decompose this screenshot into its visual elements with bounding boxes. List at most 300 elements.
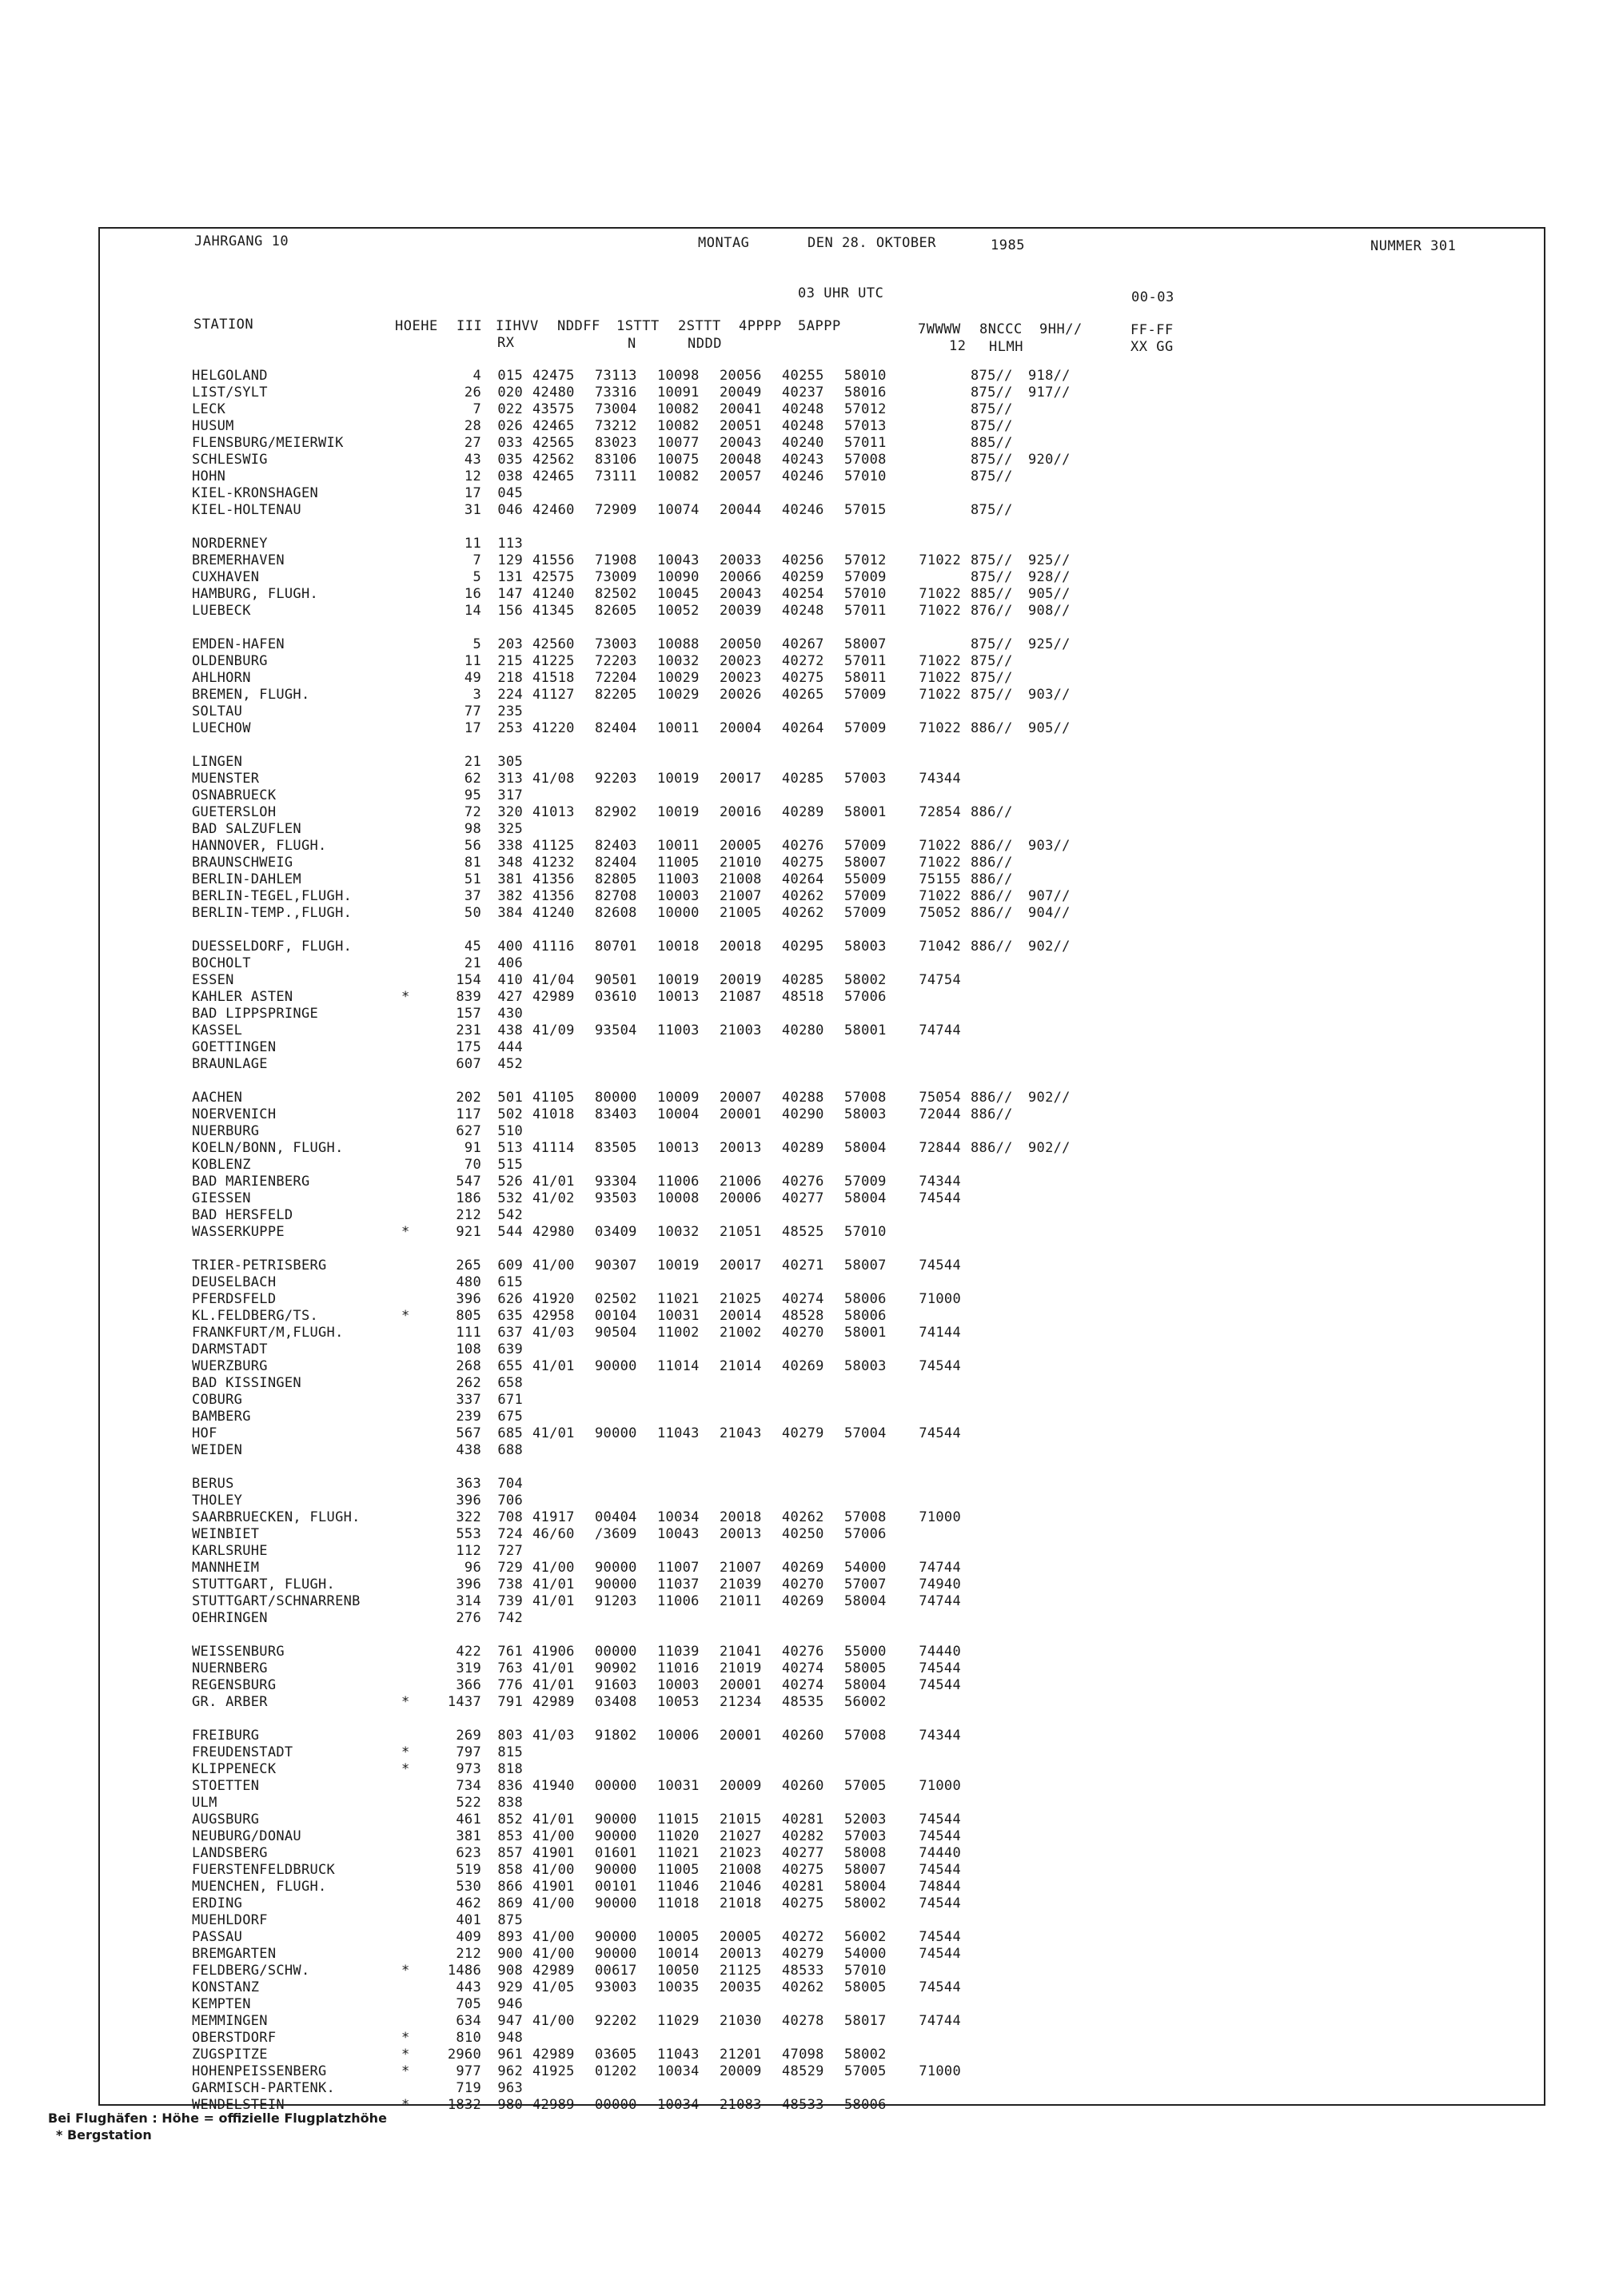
7wwww-value: 71022 <box>919 552 961 568</box>
mountain-marker <box>401 1090 417 1106</box>
5appp-value <box>835 1409 897 1425</box>
table-row <box>192 871 1092 888</box>
iii-value: 400 <box>497 939 523 955</box>
hoehe-value: 396 <box>456 1577 481 1592</box>
iihvv-value <box>523 1392 585 1409</box>
7wwww-value <box>897 1123 961 1140</box>
9hh-value <box>1028 804 1092 821</box>
iihvv-value: 41/00 <box>532 1560 575 1576</box>
5appp-value: 56002 <box>844 1694 887 1710</box>
iii-value: 038 <box>497 468 523 484</box>
iii-value: 948 <box>497 2030 523 2046</box>
4pppp-value <box>772 821 835 838</box>
hoehe-value: 269 <box>456 1728 481 1744</box>
8nccc-value <box>961 821 1028 838</box>
1sttt-value: 10082 <box>657 418 700 434</box>
5appp-value: 57015 <box>844 502 887 518</box>
8nccc-value <box>961 1039 1028 1056</box>
nddff-value: 90307 <box>595 1258 637 1274</box>
2sttt-value: 21003 <box>720 1022 762 1038</box>
iihvv-value <box>523 821 585 838</box>
nddff-value <box>585 1392 648 1409</box>
col-iii: III <box>457 318 483 334</box>
8nccc-value <box>961 1795 1028 1812</box>
8nccc-value <box>961 1291 1028 1308</box>
1sttt-value: 10013 <box>657 1140 700 1156</box>
hoehe-value: 623 <box>456 1845 481 1861</box>
iii-value: 685 <box>497 1425 523 1441</box>
mountain-marker <box>401 1274 417 1291</box>
5appp-value <box>835 485 897 502</box>
7wwww-value <box>897 1476 961 1493</box>
5appp-value <box>835 1341 897 1358</box>
7wwww-value: 71022 <box>919 586 961 602</box>
nddff-value <box>585 2080 648 2097</box>
8nccc-value <box>961 1442 1028 1459</box>
8nccc-value: 875// <box>971 636 1013 652</box>
8nccc-value <box>961 754 1028 771</box>
mountain-marker <box>401 1358 417 1375</box>
hoehe-value: 117 <box>456 1106 481 1122</box>
iihvv-value: 41925 <box>532 2063 575 2079</box>
1sttt-value: 10052 <box>657 603 700 619</box>
hoehe-value: 26 <box>464 385 481 401</box>
station-name: BRAUNSCHWEIG <box>192 855 293 871</box>
2sttt-value: 20057 <box>720 468 762 484</box>
7wwww-value: 74844 <box>919 1879 961 1895</box>
9hh-value <box>1028 1291 1092 1308</box>
iii-value: 727 <box>497 1543 523 1559</box>
iii-value: 706 <box>497 1493 523 1509</box>
station-name: REGENSBURG <box>192 1677 277 1693</box>
iii-value: 156 <box>497 603 523 619</box>
2sttt-value: 21234 <box>720 1694 762 1710</box>
8nccc-value <box>961 1593 1028 1610</box>
table-row <box>192 2080 1092 2097</box>
table-row <box>192 569 1092 586</box>
station-name: STUTTGART/SCHNARRENB <box>192 1593 361 1609</box>
iii-value: 791 <box>497 1694 523 1710</box>
hoehe-value: 37 <box>464 888 481 904</box>
8nccc-value <box>961 2047 1028 2063</box>
iii-value: 763 <box>497 1660 523 1676</box>
4pppp-value: 40240 <box>782 435 824 451</box>
iii-value: 430 <box>497 1006 523 1022</box>
iihvv-value: 42575 <box>532 569 575 585</box>
hoehe-value: 1486 <box>447 1963 481 1979</box>
table-row <box>192 804 1092 821</box>
4pppp-value: 48529 <box>782 2063 824 2079</box>
2sttt-value: 20013 <box>720 1946 762 1962</box>
4pppp-value <box>772 1375 835 1392</box>
iii-value: 688 <box>497 1442 523 1458</box>
table-row <box>192 855 1092 871</box>
2sttt-value: 20066 <box>720 569 762 585</box>
7wwww-value <box>897 536 961 552</box>
2sttt-value: 20014 <box>720 1308 762 1324</box>
iihvv-value: 42980 <box>532 1224 575 1240</box>
table-row <box>192 1895 1092 1912</box>
5appp-value <box>835 1476 897 1493</box>
4pppp-value: 40246 <box>782 468 824 484</box>
station-name: STOETTEN <box>192 1778 260 1794</box>
hoehe-value: 530 <box>456 1879 481 1895</box>
time-range: 00-03 <box>1131 289 1174 305</box>
2sttt-value: 20035 <box>720 1979 762 1995</box>
2sttt-value: 20043 <box>720 435 762 451</box>
7wwww-value <box>897 401 961 418</box>
iihvv-value: 41/00 <box>532 2013 575 2029</box>
iii-value: 317 <box>497 787 523 803</box>
iihvv-value <box>523 1039 585 1056</box>
4pppp-value: 40248 <box>782 418 824 434</box>
7wwww-value: 74744 <box>919 1022 961 1038</box>
5appp-value: 57003 <box>844 1828 887 1844</box>
4pppp-value <box>772 1157 835 1174</box>
table-row <box>192 1274 1092 1291</box>
5appp-value: 57010 <box>844 1963 887 1979</box>
9hh-value <box>1028 2097 1092 2114</box>
4pppp-value: 40255 <box>782 368 824 384</box>
iii-value: 544 <box>497 1224 523 1240</box>
1sttt-value: 11039 <box>657 1644 700 1660</box>
5appp-value <box>835 1207 897 1224</box>
5appp-value <box>835 1761 897 1778</box>
5appp-value <box>835 955 897 972</box>
iihvv-value: 41/00 <box>532 1946 575 1962</box>
2sttt-value <box>710 1493 772 1509</box>
4pppp-value: 40272 <box>782 653 824 669</box>
station-name: KIEL-KRONSHAGEN <box>192 485 319 501</box>
5appp-value: 58004 <box>844 1140 887 1156</box>
8nccc-value <box>961 1963 1028 1979</box>
table-row <box>192 905 1092 922</box>
hoehe-value: 157 <box>456 1006 481 1022</box>
4pppp-value: 48528 <box>782 1308 824 1324</box>
8nccc-value <box>961 1778 1028 1795</box>
9hh-value <box>1028 2013 1092 2030</box>
hoehe-value: 77 <box>464 704 481 719</box>
nddff-value: 82805 <box>595 871 637 887</box>
9hh-value <box>1028 401 1092 418</box>
2sttt-value: 21027 <box>720 1828 762 1844</box>
table-row <box>192 485 1092 502</box>
5appp-value: 57007 <box>844 1577 887 1592</box>
iihvv-value: 41240 <box>532 586 575 602</box>
station-name: NORDERNEY <box>192 536 268 552</box>
nddff-value: 72204 <box>595 670 637 686</box>
4pppp-value: 40243 <box>782 452 824 468</box>
nddff-value: 03408 <box>595 1694 637 1710</box>
9hh-value <box>1028 536 1092 552</box>
8nccc-value <box>961 2063 1028 2080</box>
7wwww-value: 74440 <box>919 1845 961 1861</box>
table-row <box>192 1476 1092 1493</box>
nddff-value <box>585 1409 648 1425</box>
8nccc-value <box>961 787 1028 804</box>
iihvv-value <box>523 1610 585 1627</box>
8nccc-value: 886// <box>971 720 1013 736</box>
nddff-value <box>585 2030 648 2047</box>
2sttt-value: 20009 <box>720 2063 762 2079</box>
mountain-marker <box>401 804 417 821</box>
iii-value: 381 <box>497 871 523 887</box>
4pppp-value <box>772 2030 835 2047</box>
1sttt-value: 10032 <box>657 653 700 669</box>
table-row <box>192 704 1092 720</box>
hoehe-value: 12 <box>464 468 481 484</box>
4pppp-value <box>772 1795 835 1812</box>
table-row <box>192 720 1092 737</box>
1sttt-value: 10019 <box>657 804 700 820</box>
mountain-marker <box>401 905 417 922</box>
1sttt-value: 10082 <box>657 468 700 484</box>
table-row <box>192 1090 1092 1106</box>
iihvv-value <box>523 1207 585 1224</box>
7wwww-value: 74544 <box>919 1812 961 1828</box>
4pppp-value: 40279 <box>782 1946 824 1962</box>
hoehe-value: 396 <box>456 1291 481 1307</box>
iihvv-value <box>523 955 585 972</box>
station-name: FREUDENSTADT <box>192 1744 293 1760</box>
2sttt-value <box>710 1392 772 1409</box>
table-row <box>192 1425 1092 1442</box>
station-name: MANNHEIM <box>192 1560 260 1576</box>
station-name: DARMSTADT <box>192 1341 268 1357</box>
hoehe-value: 805 <box>456 1308 481 1324</box>
1sttt-value: 10090 <box>657 569 700 585</box>
table-row <box>192 989 1092 1006</box>
1sttt-value: 11005 <box>657 1862 700 1878</box>
9hh-value <box>1028 2080 1092 2097</box>
1sttt-value: 10019 <box>657 972 700 988</box>
2sttt-value: 20019 <box>720 972 762 988</box>
mountain-marker: * <box>401 1963 410 1979</box>
mountain-marker <box>401 1258 417 1274</box>
iihvv-value: 41/01 <box>532 1174 575 1190</box>
9hh-value <box>1028 1056 1092 1073</box>
1sttt-value <box>648 1795 710 1812</box>
mountain-marker <box>401 1174 417 1190</box>
4pppp-value: 40278 <box>782 2013 824 2029</box>
iihvv-value: 43575 <box>532 401 575 417</box>
7wwww-value <box>897 452 961 468</box>
mountain-marker <box>401 1828 417 1845</box>
7wwww-value <box>897 989 961 1006</box>
2sttt-value <box>710 2030 772 2047</box>
8nccc-value: 886// <box>971 855 1013 871</box>
iihvv-value: 41232 <box>532 855 575 871</box>
table-row <box>192 670 1092 687</box>
hoehe-value: 734 <box>456 1778 481 1794</box>
1sttt-value <box>648 2080 710 2097</box>
table-row <box>192 1543 1092 1560</box>
4pppp-value: 40276 <box>782 1644 824 1660</box>
table-row <box>192 1660 1092 1677</box>
7wwww-value: 71000 <box>919 2063 961 2079</box>
hoehe-value: 462 <box>456 1895 481 1911</box>
5appp-value: 57012 <box>844 401 887 417</box>
station-name: AUGSBURG <box>192 1812 260 1828</box>
mountain-marker <box>401 636 417 653</box>
1sttt-value: 10034 <box>657 2097 700 2113</box>
7wwww-value <box>897 1610 961 1627</box>
1sttt-value: 10019 <box>657 1258 700 1274</box>
4pppp-value: 40265 <box>782 687 824 703</box>
table-row <box>192 1106 1092 1123</box>
table-row <box>192 1442 1092 1459</box>
nddff-value <box>585 536 648 552</box>
9hh-value <box>1028 1341 1092 1358</box>
hoehe-value: 21 <box>464 955 481 971</box>
5appp-value: 57008 <box>844 1509 887 1525</box>
nddff-value <box>585 1006 648 1022</box>
mountain-marker <box>401 787 417 804</box>
mountain-marker <box>401 385 417 401</box>
iihvv-value: 41013 <box>532 804 575 820</box>
mountain-marker <box>401 1409 417 1425</box>
2sttt-value <box>710 1610 772 1627</box>
nddff-value: 93304 <box>595 1174 637 1190</box>
iii-value: 615 <box>497 1274 523 1290</box>
9hh-value <box>1028 1963 1092 1979</box>
8nccc-value: 876// <box>971 603 1013 619</box>
hoehe-value: 70 <box>464 1157 481 1173</box>
2sttt-value: 21002 <box>720 1325 762 1341</box>
9hh-value <box>1028 1694 1092 1711</box>
7wwww-value <box>897 1996 961 2013</box>
iihvv-value: 42562 <box>532 452 575 468</box>
nddff-value: 73212 <box>595 418 637 434</box>
mountain-marker <box>401 1006 417 1022</box>
2sttt-value <box>710 1123 772 1140</box>
col-iihvv: IIHVV <box>496 318 539 334</box>
9hh-value <box>1028 1258 1092 1274</box>
5appp-value <box>835 1996 897 2013</box>
9hh-value: 902// <box>1028 939 1071 955</box>
iii-value: 655 <box>497 1358 523 1374</box>
5appp-value <box>835 1375 897 1392</box>
7wwww-value <box>897 1056 961 1073</box>
station-name: BAD HERSFELD <box>192 1207 293 1223</box>
7wwww-value <box>897 468 961 485</box>
4pppp-value: 40274 <box>782 1660 824 1676</box>
nddff-value: 90000 <box>595 1577 637 1592</box>
5appp-value: 57006 <box>844 1526 887 1542</box>
9hh-value: 907// <box>1028 888 1071 904</box>
station-name: ERDING <box>192 1895 243 1911</box>
9hh-value <box>1028 1845 1092 1862</box>
table-row <box>192 1795 1092 1812</box>
hoehe-value: 111 <box>456 1325 481 1341</box>
iii-value: 022 <box>497 401 523 417</box>
hoehe-value: 461 <box>456 1812 481 1828</box>
4pppp-value: 40275 <box>782 1862 824 1878</box>
iihvv-value: 41/00 <box>532 1895 575 1911</box>
5appp-value: 55009 <box>844 871 887 887</box>
mountain-marker <box>401 1039 417 1056</box>
8nccc-value <box>961 1006 1028 1022</box>
8nccc-value <box>961 1526 1028 1543</box>
8nccc-value: 886// <box>971 888 1013 904</box>
9hh-value <box>1028 1879 1092 1895</box>
iii-value: 875 <box>497 1912 523 1928</box>
2sttt-value: 21051 <box>720 1224 762 1240</box>
7wwww-value: 71000 <box>919 1291 961 1307</box>
5appp-value <box>835 1006 897 1022</box>
nddff-value: 90000 <box>595 1812 637 1828</box>
mountain-marker <box>401 1106 417 1123</box>
1sttt-value: 11046 <box>657 1879 700 1895</box>
7wwww-value <box>897 636 961 653</box>
nddff-value: 03610 <box>595 989 637 1005</box>
hoehe-value: 112 <box>456 1543 481 1559</box>
1sttt-value: 10050 <box>657 1963 700 1979</box>
station-name: LUECHOW <box>192 720 251 736</box>
iii-value: 020 <box>497 385 523 401</box>
iii-value: 384 <box>497 905 523 921</box>
4pppp-value <box>772 1761 835 1778</box>
hoehe-value: 108 <box>456 1341 481 1357</box>
iii-value: 348 <box>497 855 523 871</box>
7wwww-value <box>897 502 961 519</box>
nddff-value: 82902 <box>595 804 637 820</box>
5appp-value <box>835 1610 897 1627</box>
table-row <box>192 1677 1092 1694</box>
mountain-marker <box>401 821 417 838</box>
1sttt-value: 11005 <box>657 855 700 871</box>
4pppp-value: 40262 <box>782 1509 824 1525</box>
mountain-marker <box>401 1778 417 1795</box>
8nccc-value <box>961 1560 1028 1577</box>
nddff-value: 01202 <box>595 2063 637 2079</box>
7wwww-value: 71022 <box>919 687 961 703</box>
8nccc-value <box>961 485 1028 502</box>
9hh-value <box>1028 2063 1092 2080</box>
group-spacer <box>192 1459 1092 1476</box>
station-name: LECK <box>192 401 226 417</box>
table-row <box>192 401 1092 418</box>
table-row <box>192 435 1092 452</box>
7wwww-value <box>897 1375 961 1392</box>
8nccc-value <box>961 2030 1028 2047</box>
9hh-value <box>1028 1274 1092 1291</box>
table-row <box>192 2063 1092 2080</box>
8nccc-value <box>961 955 1028 972</box>
nddff-value: 82708 <box>595 888 637 904</box>
4pppp-value: 40290 <box>782 1106 824 1122</box>
iihvv-value <box>523 1761 585 1778</box>
2sttt-value: 21023 <box>720 1845 762 1861</box>
col-nddff: NDDFF <box>557 318 600 334</box>
year: 1985 <box>991 237 1025 253</box>
nddff-value: 72909 <box>595 502 637 518</box>
col-5appp: 5APPP <box>798 318 841 334</box>
1sttt-value: 10043 <box>657 1526 700 1542</box>
8nccc-value: 886// <box>971 1140 1013 1156</box>
station-name: LANDSBERG <box>192 1845 268 1861</box>
mountain-marker <box>401 401 417 418</box>
8nccc-value <box>961 1509 1028 1526</box>
nddff-value: 91802 <box>595 1728 637 1744</box>
iihvv-value: 41116 <box>532 939 575 955</box>
5appp-value <box>835 1795 897 1812</box>
table-row <box>192 1845 1092 1862</box>
2sttt-value: 20043 <box>720 586 762 602</box>
nddff-value <box>585 485 648 502</box>
mountain-marker <box>401 435 417 452</box>
table-row <box>192 1593 1092 1610</box>
